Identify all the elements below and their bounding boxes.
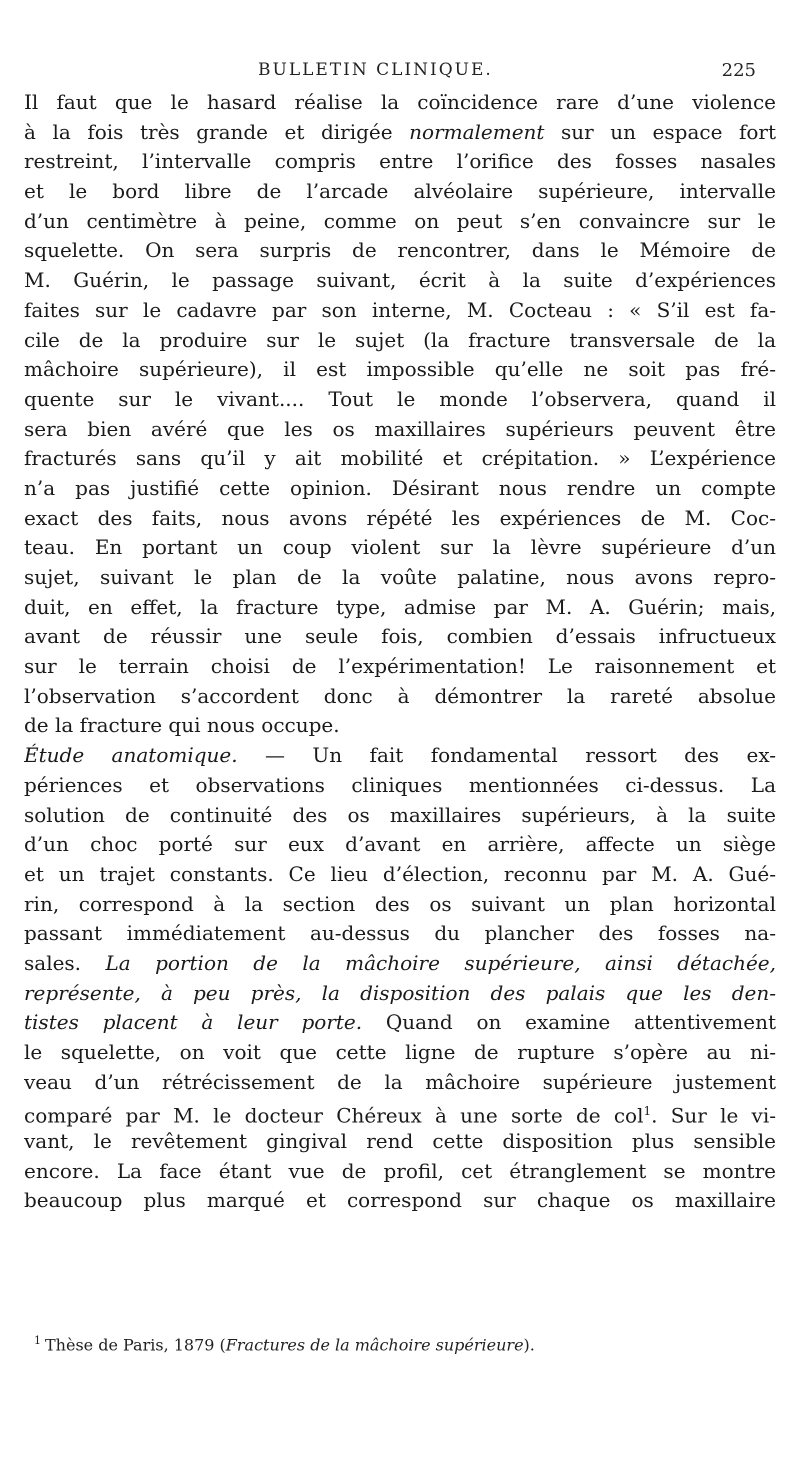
page-header xyxy=(258,60,756,86)
text-line xyxy=(24,979,776,1009)
section-heading-etude-anatomique: Étude anatomique. xyxy=(24,743,238,768)
text-line: rin, correspond à la section des os suivant un plan horizontal xyxy=(24,891,776,916)
emphasis-span: La portion de la mâchoire supérieure, ainsi détachée, xyxy=(105,950,776,975)
text-span: sur un espace fort xyxy=(544,119,776,144)
text-line: faites sur le cadavre par son interne, M. Cocteau : « S’il est fa- xyxy=(24,297,776,322)
text-line: avant de réussir une seule fois, combien d’essais infructueux xyxy=(24,624,776,649)
footnote-text: ). xyxy=(523,1335,535,1355)
text-line: Il faut que le hasard réalise la coïncidence rare d’une violence xyxy=(24,90,776,114)
text-line: et le bord libre de l’arcade alvéolaire supérieure, intervalle xyxy=(24,179,776,204)
text-span: Quand on examine attentivement xyxy=(362,1010,776,1035)
page-number: 225 xyxy=(721,60,756,81)
text-line xyxy=(24,949,776,979)
running-title: BULLETIN CLINIQUE. xyxy=(258,60,493,80)
text-line: M. Guérin, le passage suivant, écrit à la suite d’expériences xyxy=(24,268,776,293)
text-line xyxy=(24,1097,776,1127)
text-span: comparé par M. le docteur Chéreux à une sorte de col xyxy=(24,1104,644,1128)
footnote-text: Thèse de Paris, 1879 ( xyxy=(45,1335,226,1355)
text-line: d’un choc porté sur eux d’avant en arrière, affecte un siège xyxy=(24,832,776,857)
text-line xyxy=(24,741,776,771)
text-line: sur le terrain choisi de l’expérimentation! Le raisonnement et xyxy=(24,654,776,679)
text-line: d’un centimètre à peine, comme on peut s’en convaincre sur le xyxy=(24,208,776,233)
text-span: — Un fait fondamental ressort des ex- xyxy=(237,743,776,768)
text-line: cile de la produire sur le sujet (la fracture transversale de la xyxy=(24,327,776,352)
text-line: périences et observations cliniques mentionnées ci-dessus. La xyxy=(24,772,776,797)
footnote xyxy=(34,1334,764,1354)
emphasis-span: représente, à peu près, la disposition des palais que les den- xyxy=(24,980,776,1005)
text-line: sera bien avéré que les os maxillaires supérieurs peuvent être xyxy=(24,416,776,441)
text-span: . Sur le vi- xyxy=(651,1104,776,1128)
text-line: le squelette, on voit que cette ligne de rupture s’opère au ni- xyxy=(24,1040,776,1064)
emphasis-normalement: normalement xyxy=(409,119,545,144)
text-line: solution de continuité des os maxillaires supérieurs, à la suite xyxy=(24,802,776,827)
text-line: beaucoup plus marqué et correspond sur chaque os maxillaire xyxy=(24,1188,776,1213)
text-line: teau. En portant un coup violent sur la lèvre supérieure d’un xyxy=(24,535,776,560)
footnote-title: Fractures de la mâchoire supérieure xyxy=(225,1335,524,1355)
text-line: sujet, suivant le plan de la voûte palatine, nous avons repro- xyxy=(24,565,776,589)
text-line: exact des faits, nous avons répété les expériences de M. Coc- xyxy=(24,505,776,530)
text-line: duit, en effet, la fracture type, admise par M. A. Guérin; mais, xyxy=(24,594,776,619)
text-line xyxy=(24,1008,776,1038)
text-line: restreint, l’intervalle compris entre l’orifice des fosses nasales xyxy=(24,149,776,174)
body-text xyxy=(24,88,776,1216)
text-line: de la fracture qui nous occupe. xyxy=(24,713,340,738)
emphasis-span: tistes placent à leur porte. xyxy=(24,1010,363,1035)
text-line xyxy=(24,118,776,148)
text-line: fracturés sans qu’il y ait mobilité et crépitation. » L’expérience xyxy=(24,446,776,471)
text-span: à la fois très grande et dirigée xyxy=(24,119,410,144)
text-line: l’observation s’accordent donc à démontrer la rareté absolue xyxy=(24,683,776,708)
text-line: quente sur le vivant.... Tout le monde l’observera, quand il xyxy=(24,386,776,411)
text-line: passant immédiatement au-dessus du plancher des fosses na- xyxy=(24,921,776,946)
text-line: mâchoire supérieure), il est impossible qu’elle ne soit pas fré- xyxy=(24,357,776,382)
text-line: squelette. On sera surpris de rencontrer, dans le Mémoire de xyxy=(24,238,776,263)
text-line: encore. La face étant vue de profil, cet étranglement se montre xyxy=(24,1158,776,1183)
text-line: et un trajet constants. Ce lieu d’élection, reconnu par M. A. Gué- xyxy=(24,861,776,886)
text-span: sales. xyxy=(24,950,106,975)
footnote-reference: 1 xyxy=(643,1104,652,1119)
text-line: vant, le revêtement gingival rend cette disposition plus sensible xyxy=(24,1129,776,1154)
footnote-marker: 1 xyxy=(34,1334,41,1347)
text-line: n’a pas justifié cette opinion. Désirant nous rendre un compte xyxy=(24,475,776,500)
text-line: veau d’un rétrécissement de la mâchoire supérieure justement xyxy=(24,1069,776,1094)
